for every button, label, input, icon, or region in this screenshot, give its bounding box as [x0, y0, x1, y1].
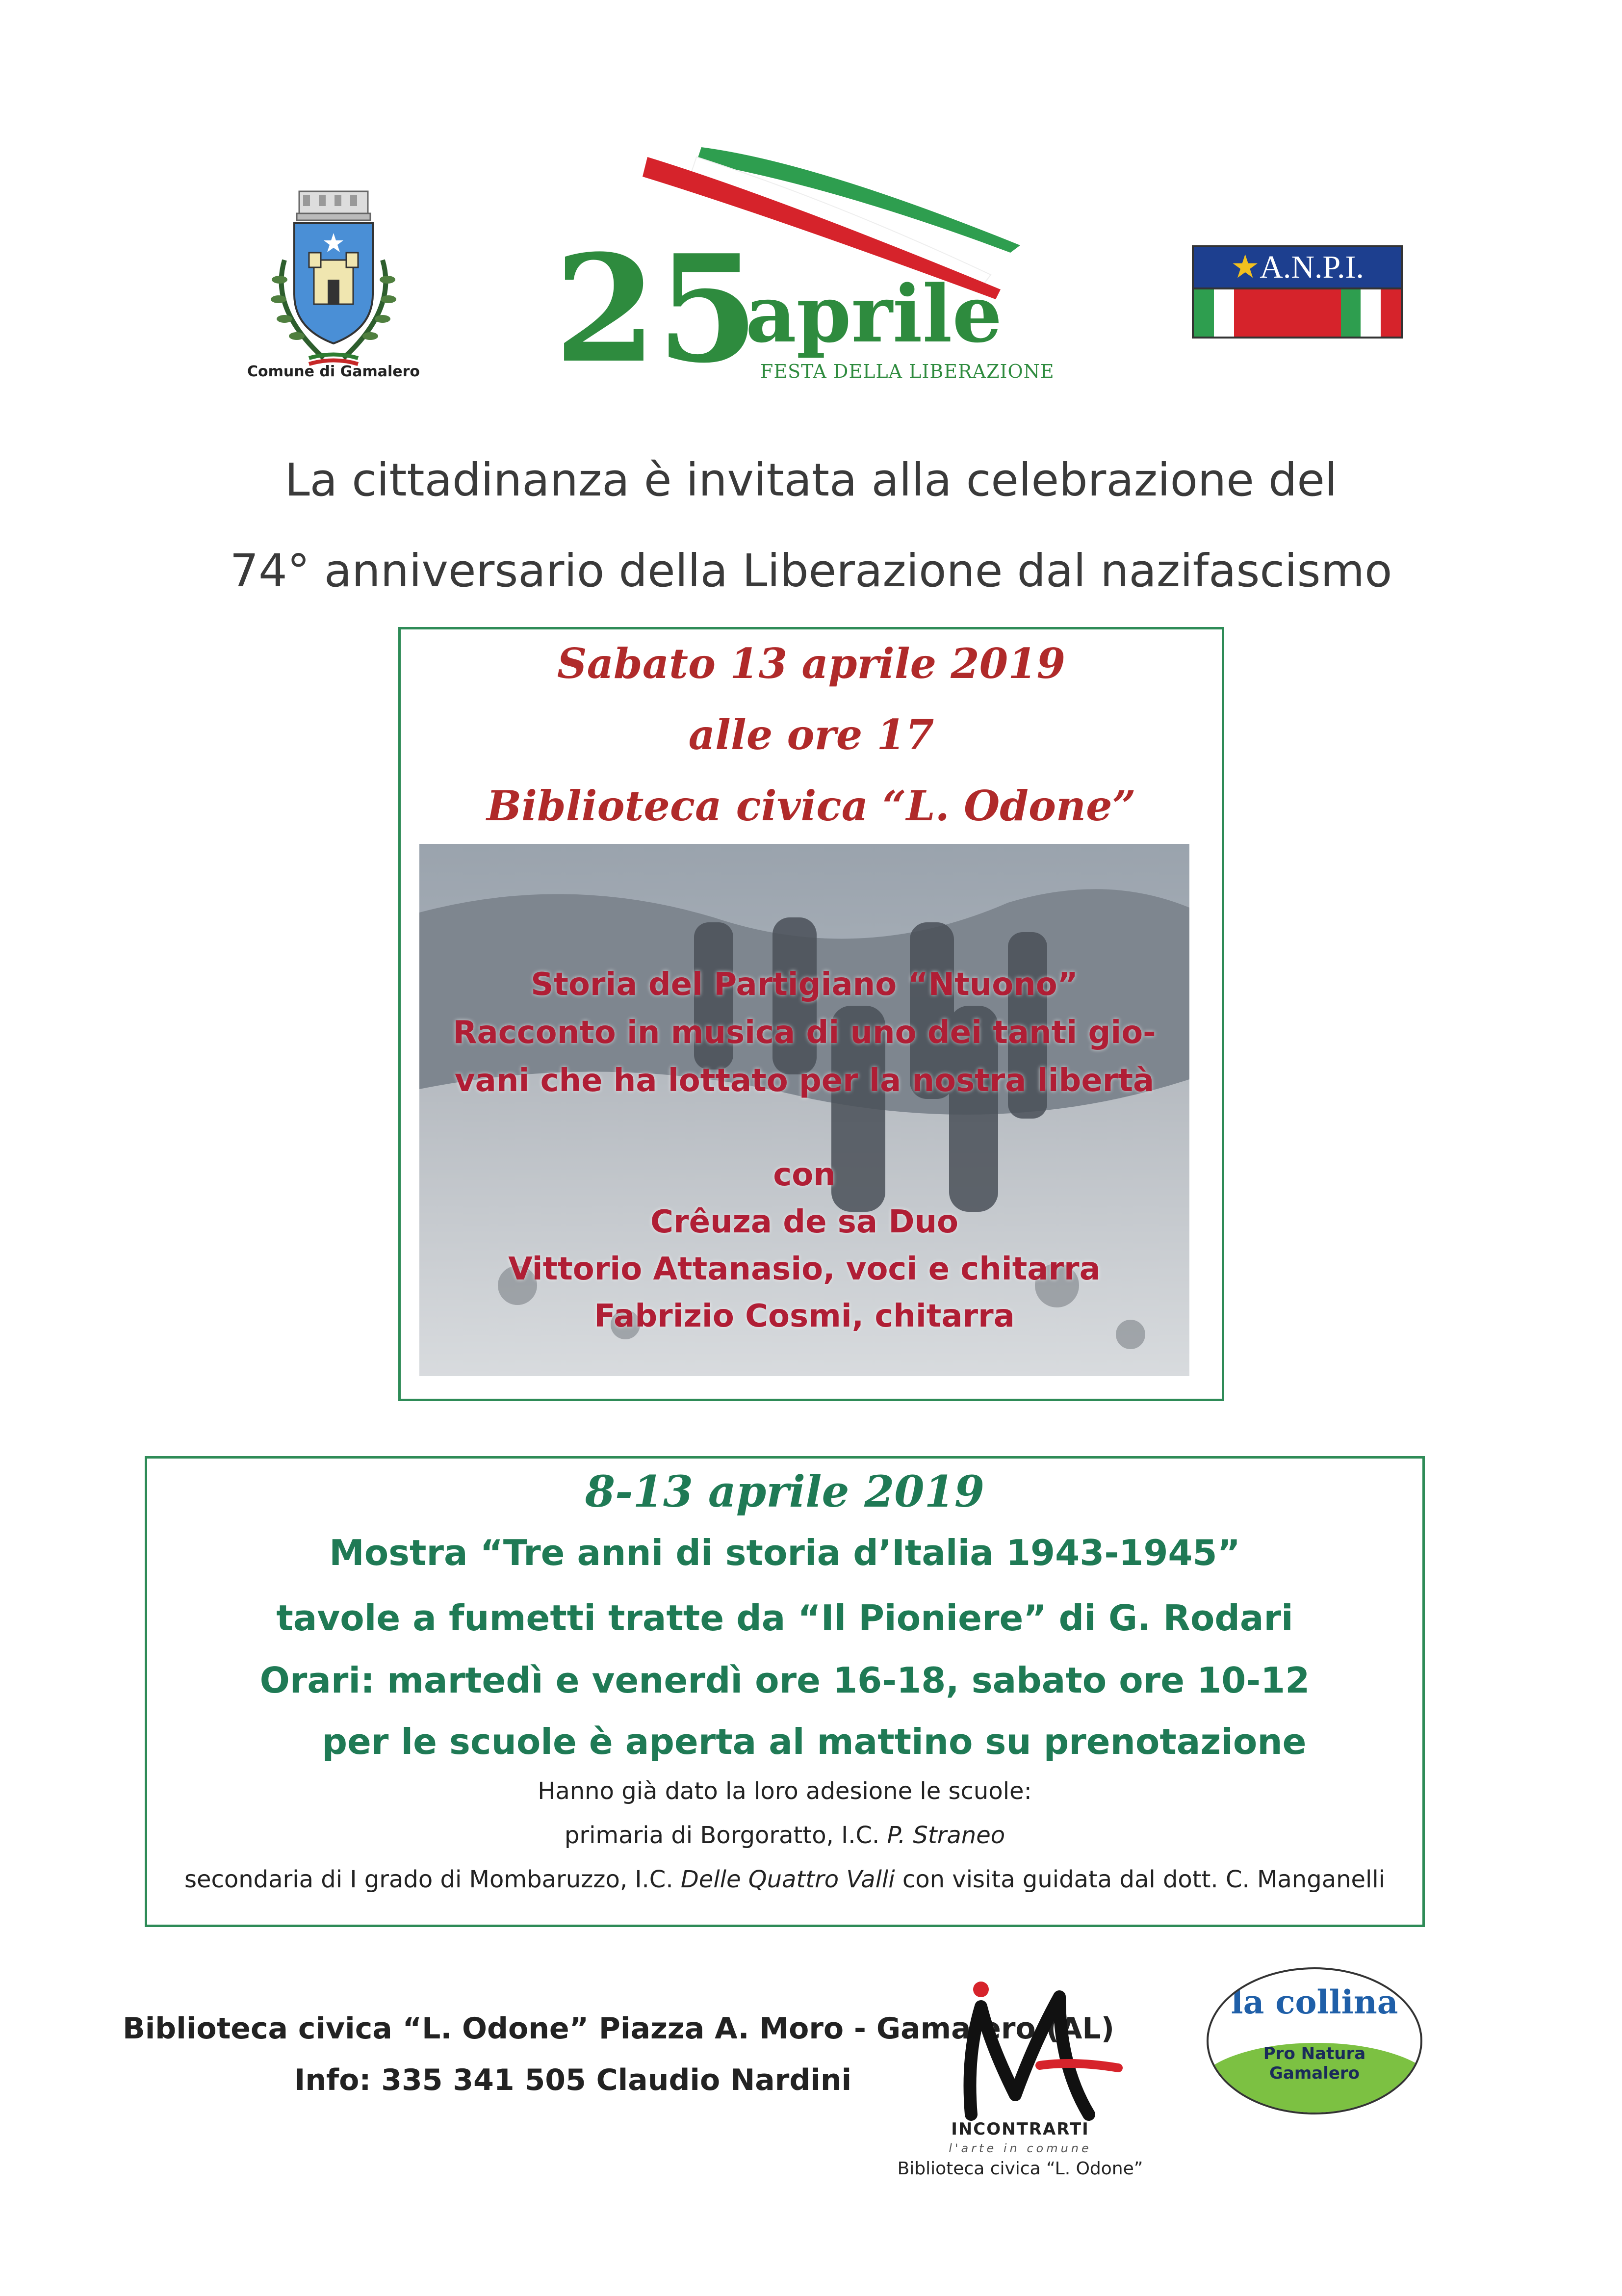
exhibition-subtitle: tavole a fumetti tratte da “Il Pioniere” di G. Rodari [276, 1597, 1293, 1639]
school-2-name: Delle Quattro Valli [680, 1866, 895, 1893]
incontrarti-tagline: l'arte in comune [949, 2141, 1092, 2155]
event-time: alle ore 17 [688, 710, 934, 759]
incontrarti-logo-icon [912, 1967, 1128, 2144]
school-2-suffix: con visita guidata dal dott. C. Manganelli [895, 1866, 1386, 1893]
logo-word: aprile [746, 268, 1003, 360]
anpi-star-icon: ★ [1231, 249, 1260, 285]
comune-label: Comune di Gamalero [247, 363, 420, 380]
collina-sub-1: Pro Natura [1263, 2044, 1366, 2063]
exhibition-hours: Orari: martedì e venerdì ore 16-18, sabato ore 10-12 [259, 1660, 1310, 1701]
event-with: con [773, 1157, 836, 1193]
logo-subtitle: FESTA DELLA LIBERAZIONE [760, 361, 1055, 382]
event-performer-1: Vittorio Attanasio, voci e chitarra [508, 1251, 1101, 1287]
footer-info: Info: 335 341 505 Claudio Nardini [294, 2063, 852, 2097]
partisans-photo-image [419, 844, 1189, 1376]
event-description-2: vani che ha lottato per la nostra libertà [454, 1063, 1155, 1099]
collina-name: la collina [1231, 1983, 1398, 2021]
school-1-prefix: primaria di Borgoratto, I.C. [564, 1822, 887, 1849]
event-date: Sabato 13 aprile 2019 [557, 639, 1066, 688]
anpi-flags-icon [1192, 289, 1403, 339]
exhibition-dates: 8-13 aprile 2019 [585, 1466, 985, 1517]
exhibition-box [145, 1456, 1425, 1927]
event-place: Biblioteca civica “L. Odone” [487, 782, 1136, 830]
collina-sub-2: Gamalero [1269, 2063, 1360, 2083]
comune-crest-icon [250, 182, 417, 388]
intro-line-1: La cittadinanza è invitata alla celebrazione del [284, 454, 1338, 506]
la-collina-logo [1207, 1967, 1422, 2114]
event-title: Storia del Partigiano “Ntuono” [531, 966, 1078, 1003]
partisans-photo [419, 844, 1189, 1376]
footer-address: Biblioteca civica “L. Odone” Piazza A. Moro - Gamalero (AL) [123, 2011, 1115, 2046]
anpi-logo [1192, 245, 1403, 339]
logo-number: 25 [554, 222, 759, 395]
incontrarti-library: Biblioteca civica “L. Odone” [897, 2159, 1143, 2179]
exhibition-title: Mostra “Tre anni di storia d’Italia 1943-1945” [329, 1532, 1240, 1573]
school-1-name: P. Straneo [887, 1822, 1005, 1849]
incontrarti-name: INCONTRARTI [951, 2119, 1089, 2139]
school-1 [147, 1822, 1422, 1849]
exhibition-schools: per le scuole è aperta al mattino su prenotazione [322, 1721, 1307, 1762]
adhesion-intro: Hanno già dato la loro adesione le scuole: [538, 1777, 1032, 1805]
event-performer-2: Fabrizio Cosmi, chitarra [594, 1298, 1015, 1334]
anpi-label: A.N.P.I. [1260, 249, 1364, 285]
festa-liberazione-logo [540, 128, 1069, 402]
event-description-1: Racconto in musica di uno dei tanti gio- [453, 1015, 1156, 1051]
school-2 [147, 1866, 1422, 1893]
intro-line-2: 74° anniversario della Liberazione dal nazifascismo [230, 545, 1392, 597]
school-2-prefix: secondaria di I grado di Mombaruzzo, I.C. [184, 1866, 681, 1893]
event-group: Crêuza de sa Duo [650, 1204, 958, 1240]
